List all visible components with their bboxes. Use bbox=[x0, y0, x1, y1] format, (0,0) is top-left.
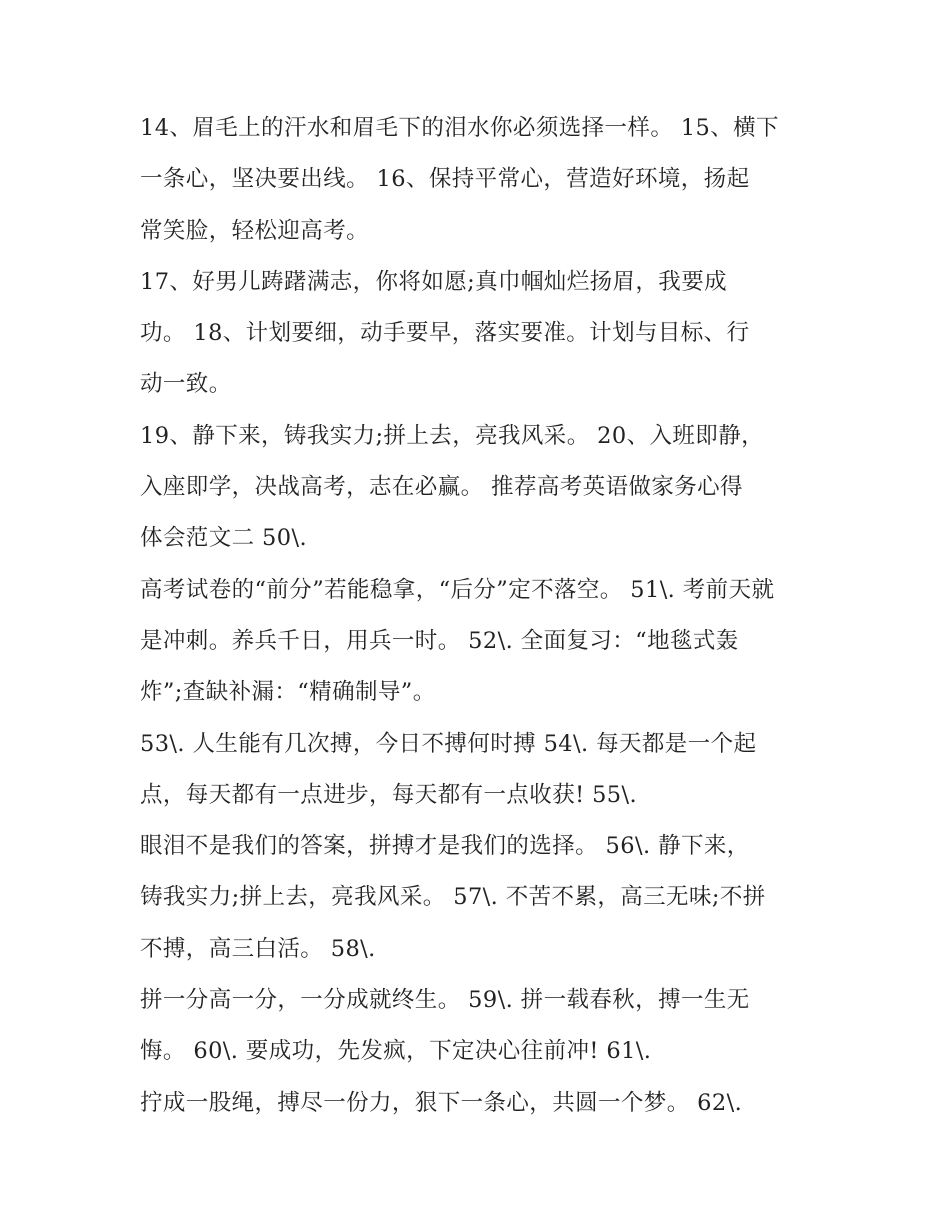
paragraph-53-55 bbox=[140, 719, 820, 822]
text-line: 功。 18、计划要细，动手要早，落实要准。计划与目标、行 bbox=[140, 320, 750, 347]
text-line: 眼泪不是我们的答案，拼搏才是我们的选择。 56\. 静下来， bbox=[140, 833, 750, 860]
text-line: 是冲刺。养兵千日，用兵一时。 52\. 全面复习：“地毯式轰 bbox=[140, 627, 739, 654]
text-line: 14、眉毛上的汗水和眉毛下的泪水你必须选择一样。 15、横下 bbox=[140, 115, 779, 141]
text-line: 拼一分高一分，一分成就终生。 59\. 拼一载春秋，搏一生无 bbox=[140, 987, 750, 1014]
text-line: 53\. 人生能有几次搏，今日不搏何时搏 54\. 每天都是一个起 bbox=[140, 730, 757, 757]
text-line: 常笑脸，轻松迎高考。 bbox=[140, 217, 370, 244]
paragraph-62 bbox=[140, 1078, 820, 1129]
text-line: 17、好男儿踌躇满志，你将如愿;真巾帼灿烂扬眉，我要成 bbox=[140, 268, 728, 295]
text-line: 体会范文二 50\. bbox=[140, 525, 308, 552]
paragraph-59-61 bbox=[140, 975, 820, 1078]
text-line: 入座即学，决战高考，志在必赢。 推荐高考英语做家务心得 bbox=[140, 474, 743, 501]
text-line: 炸”;查缺补漏：“精确制导”。 bbox=[140, 679, 436, 706]
text-line: 19、静下来，铸我实力;拼上去，亮我风采。 20、入班即静， bbox=[140, 422, 764, 449]
paragraph-56-58 bbox=[140, 821, 820, 975]
paragraph-19-50 bbox=[140, 411, 820, 565]
text-line: 点，每天都有一点进步，每天都有一点收获! 55\. bbox=[140, 781, 638, 808]
text-line: 拧成一股绳，搏尽一份力，狠下一条心，共圆一个梦。 62\. bbox=[140, 1089, 743, 1116]
text-line: 悔。 60\. 要成功，先发疯，下定决心往前冲! 61\. bbox=[140, 1038, 652, 1065]
document-body bbox=[140, 103, 820, 1129]
text-line: 一条心，坚决要出线。 16、保持平常心，营造好环境，扬起 bbox=[140, 166, 750, 193]
text-line: 动一致。 bbox=[140, 371, 232, 398]
paragraph-14-16 bbox=[140, 103, 820, 257]
text-line: 铸我实力;拼上去，亮我风采。 57\. 不苦不累，高三无味;不拼 bbox=[140, 884, 766, 911]
text-line: 不搏，高三白活。 58\. bbox=[140, 935, 376, 962]
paragraph-51-52 bbox=[140, 565, 820, 719]
text-line: 高考试卷的“前分”若能稳拿，“后分”定不落空。 51\. 考前天就 bbox=[140, 576, 775, 603]
paragraph-17-18 bbox=[140, 257, 820, 411]
